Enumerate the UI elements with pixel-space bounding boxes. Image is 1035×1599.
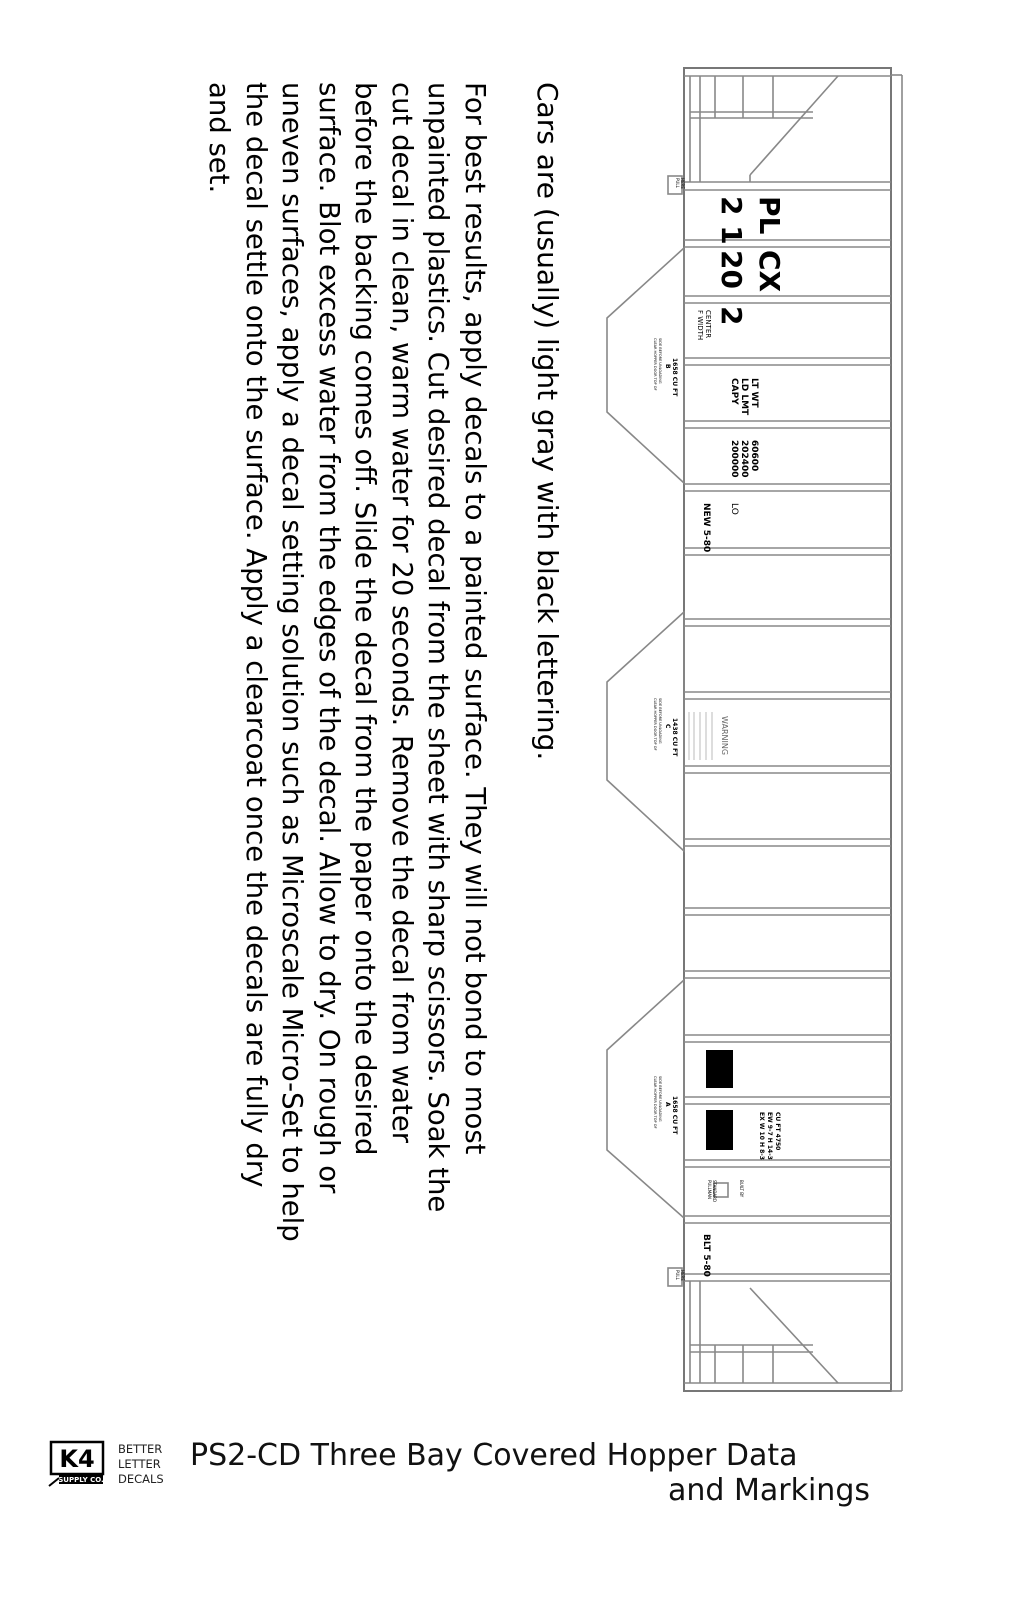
logo-tagline [118, 1442, 164, 1487]
bay-a-capacity: 1658 CU FT [671, 1096, 678, 1135]
ltwt-value: 60600 [749, 440, 759, 472]
small-marking-1: F WIDTH [696, 310, 704, 341]
ldlmt-value: 202400 [739, 440, 749, 478]
bay-c-capacity: 1438 CU FT [671, 718, 678, 757]
plate-line-1: BUILT BY [739, 1180, 744, 1198]
logo-mark: K4 [59, 1445, 95, 1473]
k4-supply-logo [47, 1440, 107, 1488]
bay-a-note-1: CLEAR HOPPER DOOR TOP OF [653, 1076, 657, 1129]
capy-value: 200000 [729, 440, 739, 478]
sheet-title [190, 1438, 870, 1508]
bay-b-letter: B [664, 364, 671, 369]
bay-b-capacity: 1658 CU FT [671, 358, 678, 397]
reporting-mark-pl: PL [753, 196, 786, 235]
ext-dim-line-3: CU FT 4750 [774, 1112, 781, 1151]
new-date: NEW 5-80 [701, 503, 711, 553]
ldlmt-label: LD LMT [739, 378, 749, 416]
built-date: BLT 5-80 [701, 1234, 711, 1277]
instruction-line: surface. Blot excess water from the edges of the decal. Allow to dry. On rough or [313, 82, 345, 1194]
tagline-letter: LETTER [118, 1457, 161, 1471]
pull-here-top-2: HERE [680, 178, 685, 189]
bay-c-letter: C [664, 724, 671, 729]
small-marking-2: CENTER [704, 310, 712, 339]
ext-dim-line-2: EW 9-7 H 14-3 [766, 1112, 773, 1160]
bay-a-note-2: SIDE BEFORE UNLOADING [658, 1076, 662, 1122]
plate-line-2: PULLMAN [707, 1180, 712, 1199]
pull-here-top-1: PULL [675, 178, 680, 188]
sheet-title-line-1: PS2-CD Three Bay Covered Hopper Data [190, 1438, 798, 1473]
bay-b-note-2: SIDE BEFORE UNLOADING [658, 338, 662, 384]
instruction-line: cut decal in clean, warm water for 20 seconds. Remove the decal from water [386, 82, 418, 1144]
instruction-line: For best results, apply decals to a painted surface. They will not bond to most [459, 82, 491, 1155]
bay-c-note-1: CLEAR HOPPER DOOR TOP OF [653, 698, 657, 751]
tagline-better: BETTER [118, 1442, 163, 1456]
bay-c-note-2: SIDE BEFORE UNLOADING [658, 698, 662, 744]
color-note: Cars are (usually) light gray with black lettering. [531, 82, 564, 761]
logo-subtext: SUPPLY CO. [58, 1476, 104, 1484]
end-ladder-top [690, 76, 838, 182]
capy-label: CAPY [729, 378, 739, 405]
warning-label: WARNING [720, 716, 729, 756]
bay-a-letter: A [664, 1102, 671, 1107]
end-ladder-bottom [690, 1281, 838, 1383]
ext-dim-line-1: EX W 10 H 8-3 [758, 1112, 765, 1160]
reporting-mark-cx: CX [753, 250, 786, 293]
tagline-decals: DECALS [118, 1472, 164, 1486]
instruction-line: before the backing comes off. Slide the decal from the paper onto the desired [349, 82, 382, 1156]
instruction-line: the decal settle onto the surface. Apply a clearcoat once the decals are fully dry [240, 82, 272, 1188]
pull-here-bottom-1: PULL [675, 1270, 680, 1280]
car-number-part-3: 2 [715, 306, 748, 326]
black-data-block-1 [706, 1050, 733, 1088]
instruction-line: unpainted plastics. Cut desired decal from the sheet with sharp scissors. Soak the [422, 82, 455, 1213]
instruction-line: uneven surfaces, apply a decal setting solution such as Microscale Micro-Set to help [276, 82, 309, 1242]
car-number-part-2: 20 [715, 250, 748, 289]
black-data-block-2 [706, 1110, 733, 1150]
lo-marking: LO [729, 503, 739, 515]
ltwt-label: LT WT [749, 378, 759, 408]
car-number-part-1: 2 1 [715, 196, 748, 245]
sheet-title-line-2: and Markings [668, 1473, 870, 1508]
bay-b-note-1: CLEAR HOPPER DOOR TOP OF [653, 338, 657, 391]
instruction-line: and set. [203, 82, 236, 194]
plate-line-3: STANDARD [712, 1180, 717, 1203]
pull-here-bottom-2: HERE [680, 1270, 685, 1281]
